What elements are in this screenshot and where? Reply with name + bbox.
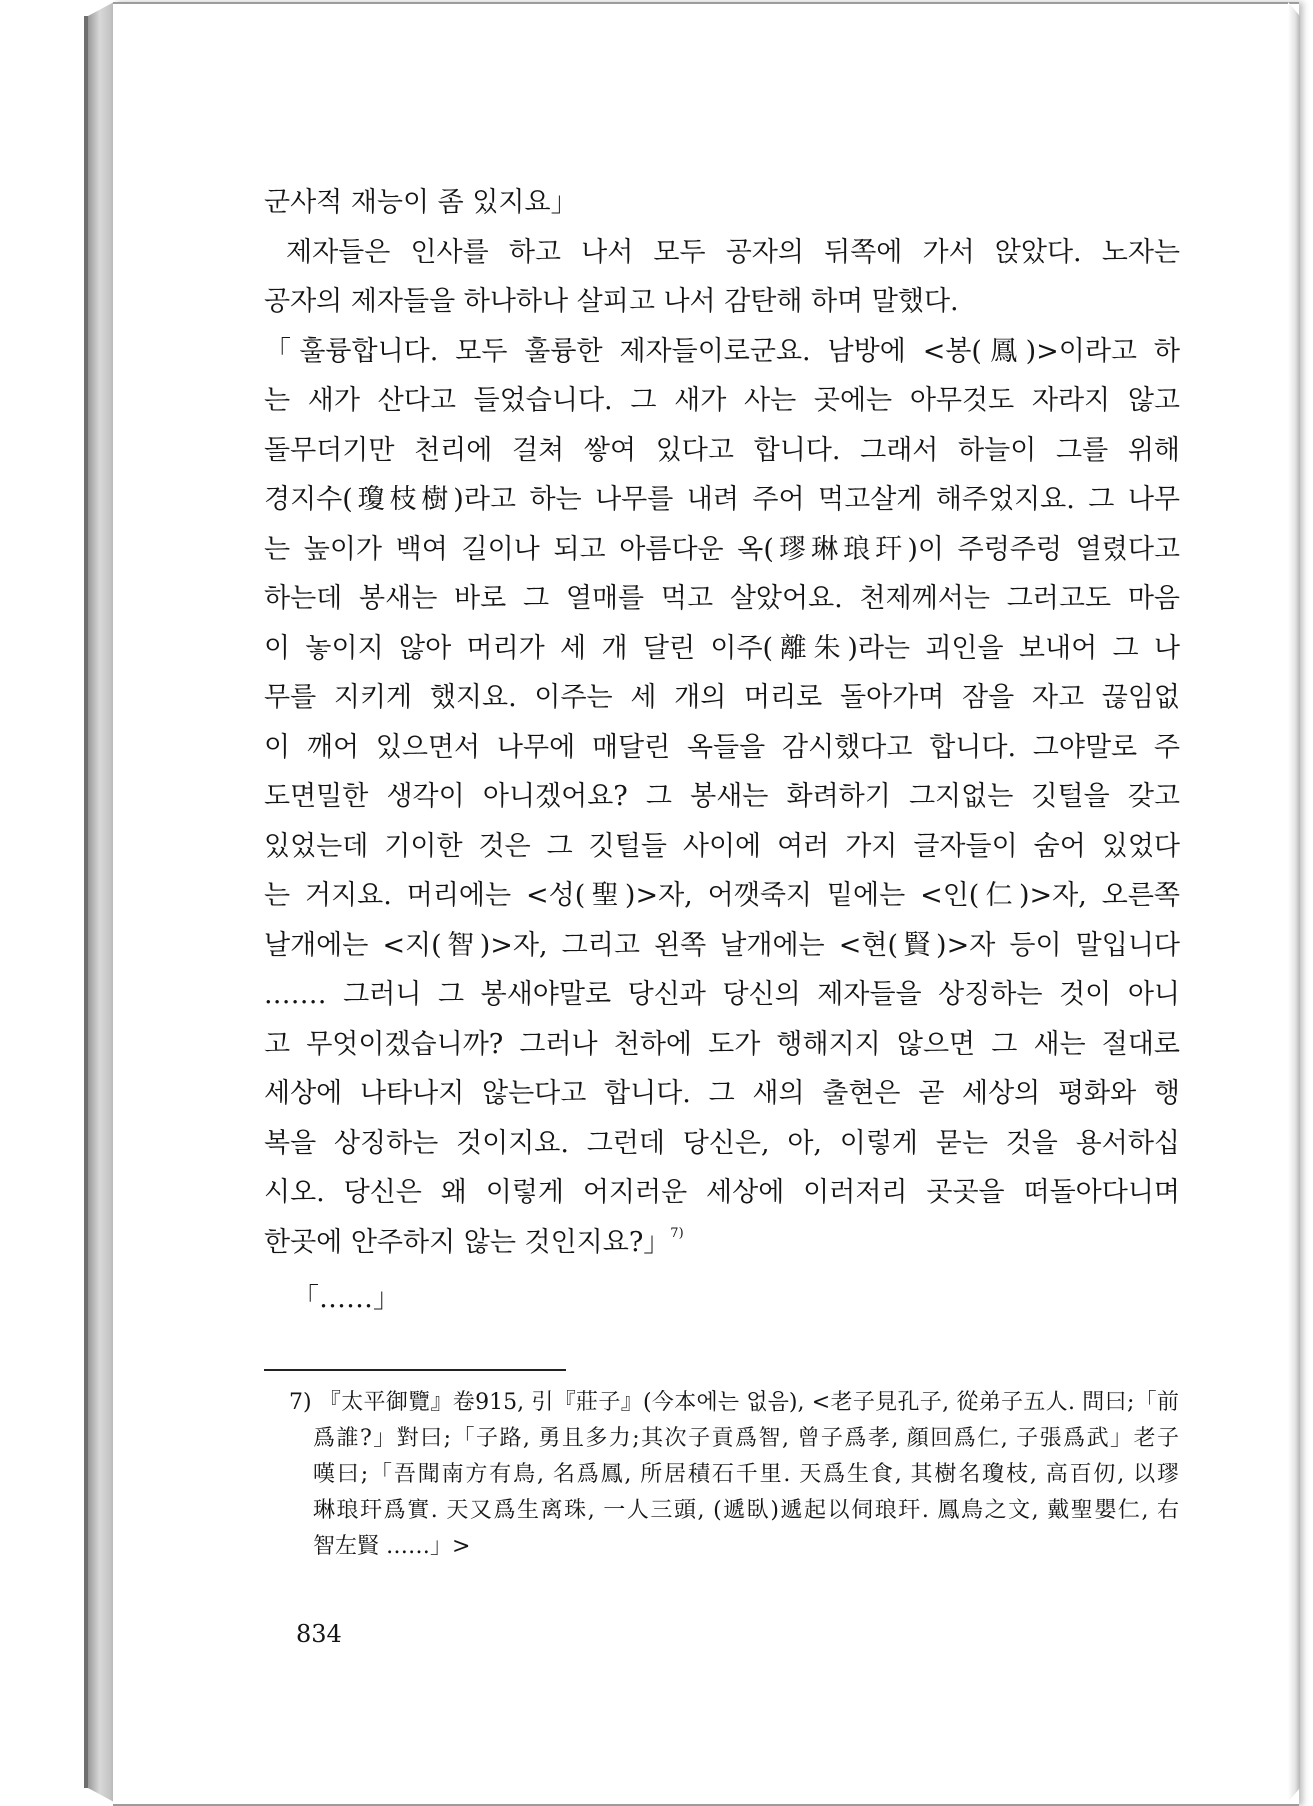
body-line: .…… 그러니 그 봉새야말로 당신과 당신의 제자들을 상징하는 것이 아니	[264, 979, 1180, 1010]
footnote-line: 7) 『太平御覽』卷915, 引『莊子』(今本에는 없음), <老子見孔子, 從弟子五人. 問曰;「前	[289, 1390, 1179, 1415]
body-line: 시오. 당신은 왜 이렇게 어지러운 세상에 이러저리 곳곳을 떠돌아다니며	[264, 1177, 1180, 1208]
footnote-line: 智左賢 ……」>	[313, 1534, 471, 1559]
body-line: 세상에 나타나지 않는다고 합니다. 그 새의 출현은 곧 세상의 평화와 행	[264, 1078, 1180, 1109]
body-line: 날개에는 <지(智)>자, 그리고 왼쪽 날개에는 <현(賢)>자 등이 말입니다	[264, 929, 1180, 961]
body-line: 군사적 재능이 좀 있지요」	[264, 187, 578, 218]
body-line: 복을 상징하는 것이지요. 그런데 당신은, 아, 이렇게 묻는 것을 용서하십	[264, 1127, 1180, 1159]
body-line: 는 높이가 백여 길이나 되고 아름다운 옥(璆琳琅玕)이 주렁주렁 열렸다고	[264, 533, 1180, 565]
body-line: 이 깨어 있으면서 나무에 매달린 옥들을 감시했다고 합니다. 그야말로 주	[264, 731, 1180, 763]
body-line: 하는데 봉새는 바로 그 열매를 먹고 살았어요. 천제께서는 그러고도 마음	[264, 583, 1180, 614]
footnote-line: 爲誰?」對曰;「子路, 勇且多力;其次子貢爲智, 曾子爲孝, 顔回爲仁, 子張爲武」老子	[313, 1426, 1179, 1451]
footnote	[289, 1385, 1179, 1565]
footnote-line: 琳琅玕爲實. 天又爲生离珠, 一人三頭, (遞臥)遞起以伺琅玕. 鳳鳥之文, 戴聖嬰仁, 右	[313, 1498, 1179, 1523]
book-right-edge	[1288, 2, 1300, 1802]
body-line: 돌무더기만 천리에 걸쳐 쌓여 있다고 합니다. 그래서 하늘이 그를 위해	[264, 434, 1180, 466]
ellipsis-quote: 「……」	[292, 1283, 400, 1314]
body-text	[264, 178, 1180, 1267]
body-line: 공자의 제자들을 하나하나 살피고 나서 감탄해 하며 말했다.	[264, 286, 959, 317]
body-line: 는 새가 산다고 들었습니다. 그 새가 사는 곳에는 아무것도 자라지 않고	[264, 385, 1180, 416]
footnote-line: 嘆曰;「吾聞南方有鳥, 名爲鳳, 所居積石千里. 天爲生食, 其樹名瓊枝, 高百仞, 以璆	[313, 1462, 1179, 1487]
body-line: 무를 지키게 했지요. 이주는 세 개의 머리로 돌아가며 잠을 자고 끊임없	[264, 682, 1180, 713]
body-line: 도면밀한 생각이 아니겠어요? 그 봉새는 화려하기 그지없는 깃털을 갖고	[264, 781, 1180, 812]
body-line: 경지수(瓊枝樹)라고 하는 나무를 내려 주어 먹고살게 해주었지요. 그 나무	[264, 484, 1180, 515]
footnote-reference[interactable]: 7)	[670, 1225, 684, 1241]
body-line-last	[264, 1218, 1180, 1268]
body-line: 제자들은 인사를 하고 나서 모두 공자의 뒤쪽에 가서 앉았다. 노자는	[286, 236, 1180, 268]
body-line: 이 놓이지 않아 머리가 세 개 달린 이주(離朱)라는 괴인을 보내어 그 나	[264, 632, 1180, 664]
body-line: 「훌륭합니다. 모두 훌륭한 제자들이로군요. 남방에 <봉(鳳)>이라고 하	[264, 335, 1180, 367]
page-number: 834	[296, 1620, 342, 1648]
book-left-edge	[88, 2, 114, 1802]
body-line-text: 한곳에 안주하지 않는 것인지요?」	[264, 1226, 671, 1258]
body-line: 는 거지요. 머리에는 <성(聖)>자, 어깻죽지 밑에는 <인(仁)>자, 오른쪽	[264, 880, 1180, 911]
footnote-divider	[264, 1369, 566, 1371]
body-line: 고 무엇이겠습니까? 그러나 천하에 도가 행해지지 않으면 그 새는 절대로	[264, 1028, 1180, 1060]
body-line: 있었는데 기이한 것은 그 깃털들 사이에 여러 가지 글자들이 숨어 있었다	[264, 830, 1180, 862]
